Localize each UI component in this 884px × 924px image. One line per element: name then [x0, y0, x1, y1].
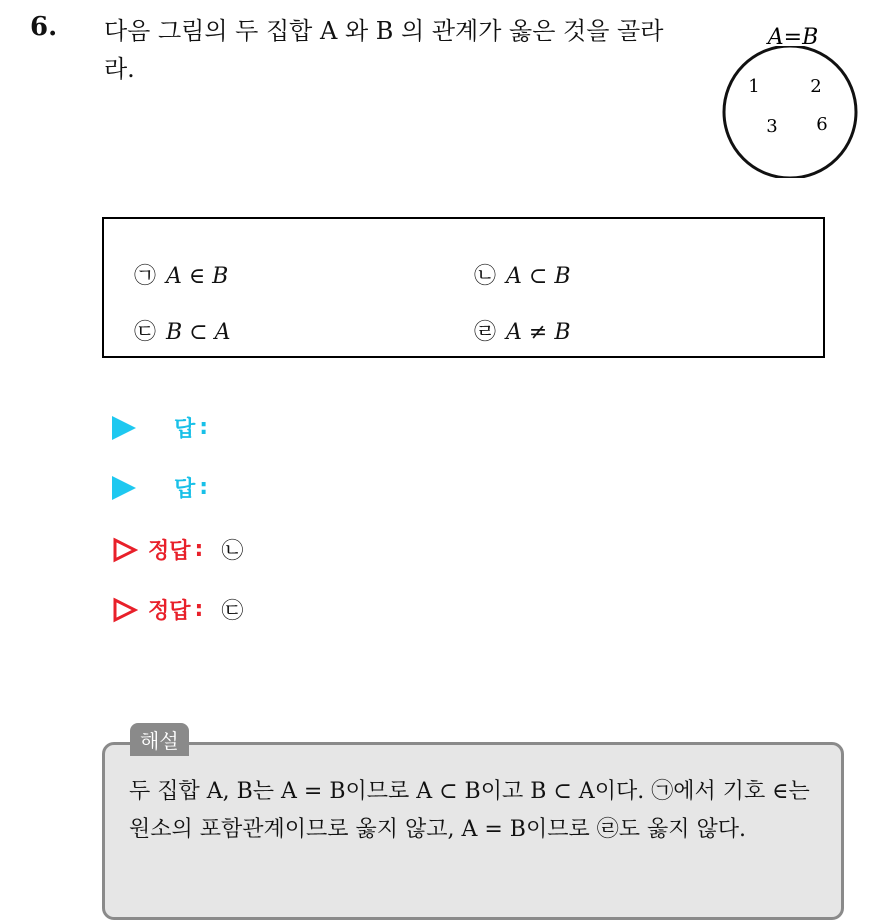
- question-number: 6.: [30, 12, 58, 42]
- set-label: A=B: [767, 25, 819, 50]
- choice-mark: ㉣: [474, 320, 497, 345]
- choice-mark: ㉡: [474, 264, 497, 289]
- choice-expression: B ⊂ A: [166, 320, 231, 345]
- choices-box: [102, 217, 825, 358]
- set-element: 3: [766, 116, 778, 137]
- set-element: 2: [810, 76, 822, 97]
- answer-colon: :: [194, 537, 204, 562]
- answer-colon: :: [194, 597, 204, 622]
- choice-expression: A ∈ B: [166, 264, 229, 289]
- choice-item: [134, 259, 228, 290]
- play-triangle-icon: [112, 476, 136, 500]
- question-text: 다음 그림의 두 집합 A 와 B 의 관계가 옳은 것을 골라라.: [104, 17, 664, 83]
- choice-mark: ㉠: [134, 264, 157, 289]
- set-circle: [724, 46, 856, 178]
- correct-answer-label: 정답: [148, 599, 191, 624]
- choice-expression: A ≠ B: [506, 320, 571, 345]
- venn-diagram: [720, 18, 870, 178]
- answer-colon: :: [199, 475, 209, 500]
- outline-triangle-icon: [112, 537, 138, 563]
- explanation-box: [102, 742, 844, 920]
- correct-answer-value: ㉢: [221, 599, 244, 624]
- correct-answer-value: ㉡: [221, 539, 244, 564]
- explanation-text: 두 집합 A, B는 A = B이므로 A ⊂ B이고 B ⊂ A이다. ㉠에서 기호 ∈는 원소의 포함관계이므로 옳지 않고, A = B이므로 ㉣도 옳지 않다.: [129, 779, 810, 842]
- answer-colon: :: [199, 415, 209, 440]
- correct-answer-line: [112, 534, 243, 565]
- answer-label: 답: [174, 417, 196, 442]
- choice-expression: A ⊂ B: [506, 264, 571, 289]
- correct-answer-line: [112, 594, 243, 625]
- choice-item: [474, 259, 571, 290]
- set-element: 1: [748, 76, 760, 97]
- choice-item: [134, 315, 231, 346]
- explanation-tab: 해설: [130, 723, 189, 756]
- answer-line: [112, 412, 226, 443]
- correct-answer-label: 정답: [148, 539, 191, 564]
- set-element: 6: [816, 114, 828, 135]
- answer-line: [112, 472, 226, 503]
- choice-mark: ㉢: [134, 320, 157, 345]
- outline-triangle-icon: [112, 597, 138, 623]
- answer-label: 답: [174, 477, 196, 502]
- play-triangle-icon: [112, 416, 136, 440]
- choice-item: [474, 315, 571, 346]
